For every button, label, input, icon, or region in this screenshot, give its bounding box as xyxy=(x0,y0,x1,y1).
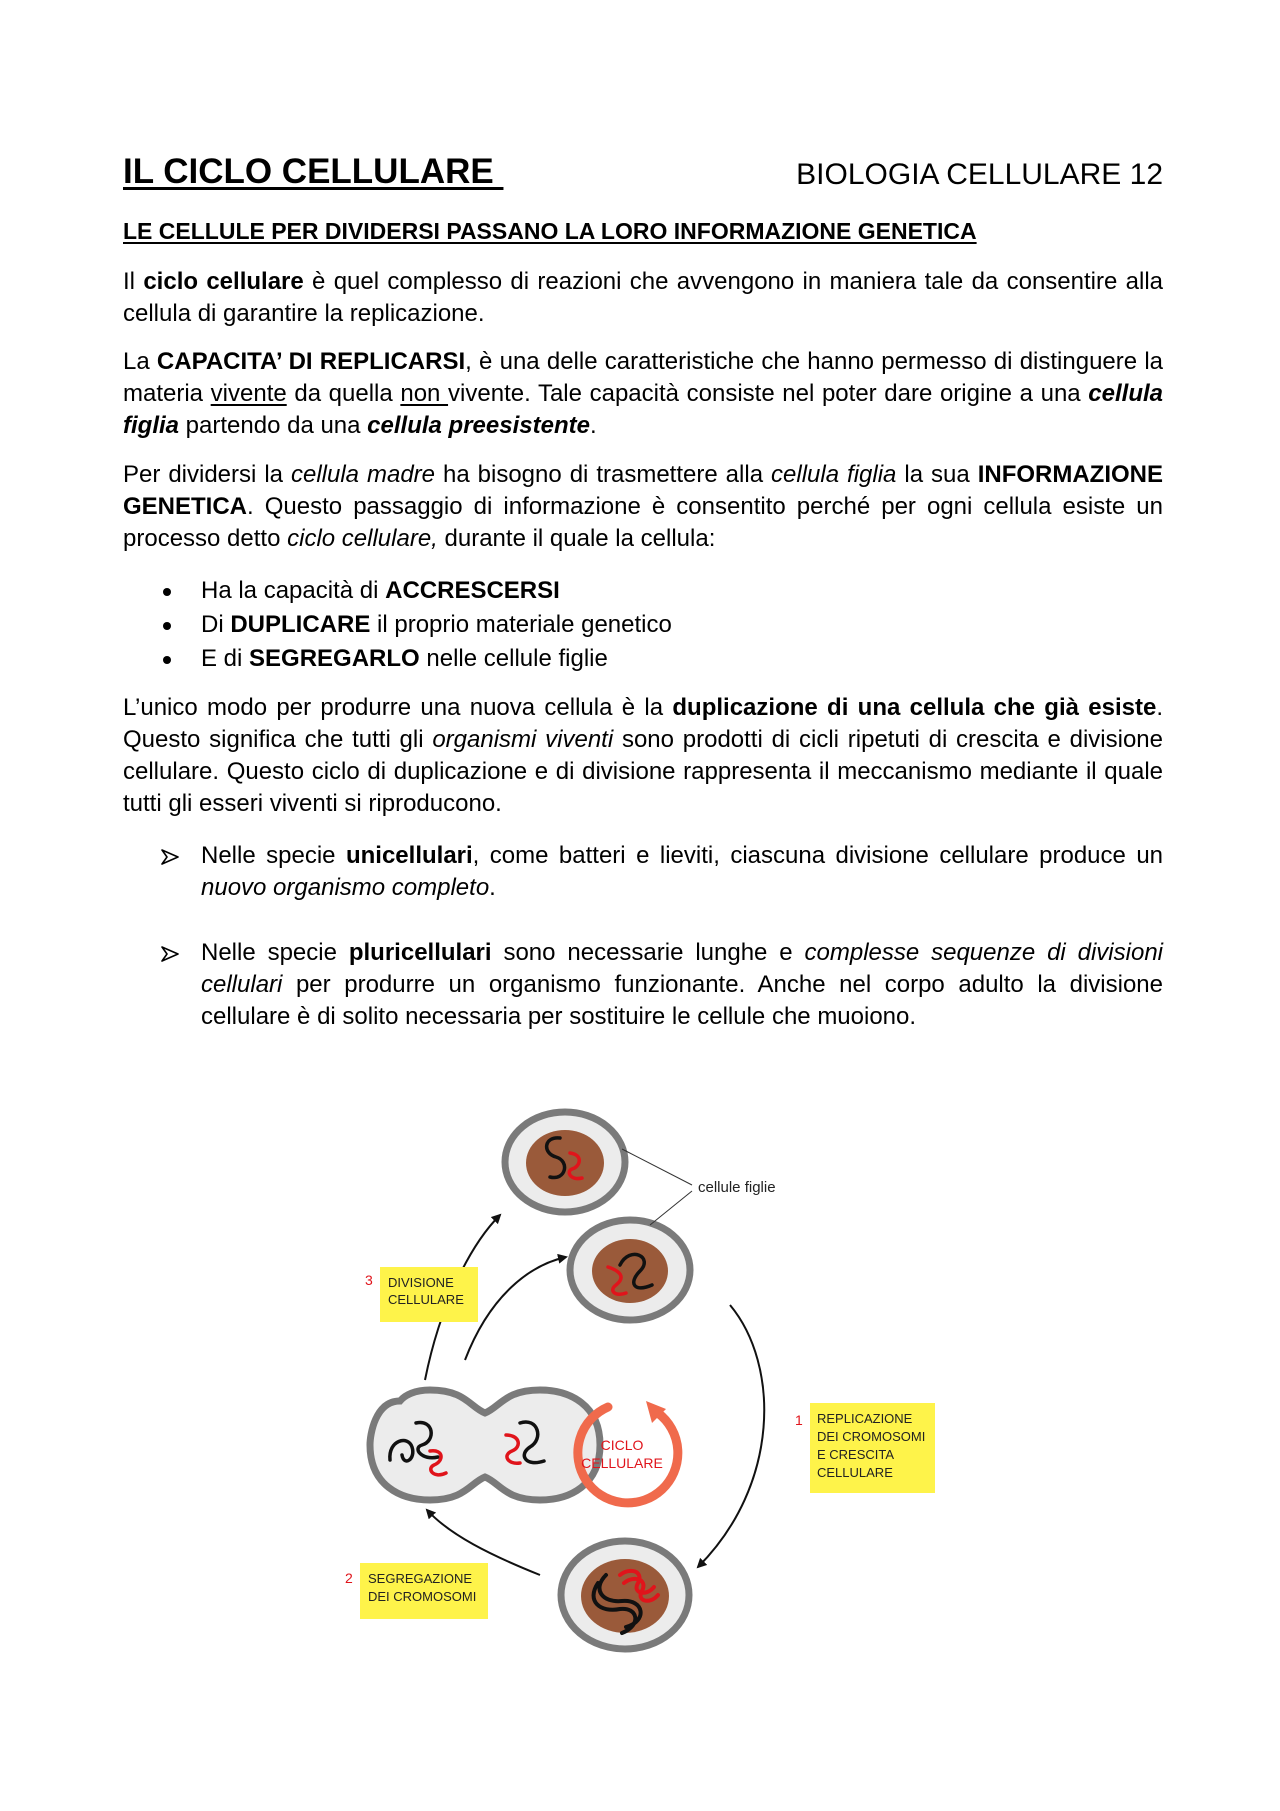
cell-cycle-diagram xyxy=(330,1105,970,1665)
text-run: . xyxy=(489,874,496,901)
text-run: E di xyxy=(201,645,250,672)
section-subtitle: LE CELLULE PER DIVIDERSI PASSANO LA LORO INFORMAZIONE GENETICA xyxy=(123,218,977,244)
arrowhead-bullet-icon xyxy=(161,946,179,962)
bold-term: ACCRESCERSI xyxy=(385,577,560,604)
arrow-item-multicellular xyxy=(201,937,1163,1033)
replicated-cell xyxy=(561,1541,689,1649)
text-run: , è una delle caratteristiche che hanno permesso di distinguere la materia xyxy=(123,348,1164,407)
bold-italic-term: cellula figlia xyxy=(123,380,1164,439)
leader-line xyxy=(622,1149,692,1185)
italic-term: complesse sequenze di divisioni cellulari xyxy=(201,939,1163,998)
text-run: . Questo passaggio di informazione è consentito perché per ogni cellula esiste un processo detto xyxy=(123,493,1163,552)
italic-term: cellula madre xyxy=(290,461,436,488)
italic-term: ciclo cellulare, xyxy=(287,525,438,552)
daughter-cells-label: cellule figlie xyxy=(698,1179,776,1196)
bold-italic-term: cellula preesistente xyxy=(367,412,590,439)
step-label-line: E CRESCITA xyxy=(817,1447,895,1462)
bold-term: CAPACITA’ DI REPLICARSI xyxy=(156,348,466,375)
bold-term: SEGREGARLO xyxy=(249,645,420,672)
text-run: Di xyxy=(201,611,231,638)
text-run: è quel complesso di reazioni che avvengono in maniera tale da consentire alla cellula di garantire la replicazione. xyxy=(123,268,1164,327)
bullet-list xyxy=(123,574,1163,676)
text-run: . xyxy=(589,412,597,439)
step-number: 1 xyxy=(795,1412,803,1428)
leader-line xyxy=(650,1191,692,1225)
text-run: per produrre un organismo funzionante. Anche nel corpo adulto la divisione cellulare è di solito necessaria per sostituire le cellule che muoiono. xyxy=(201,971,1163,1030)
cycle-label-line2: CELLULARE xyxy=(581,1455,663,1471)
text-run: la sua xyxy=(896,461,978,488)
page-header xyxy=(123,152,1163,198)
bold-term: ciclo cellulare xyxy=(143,268,304,295)
text-run: vivente. Tale capacità consiste nel poter dare origine a una xyxy=(448,380,1089,407)
bold-term: pluricellulari xyxy=(348,939,492,966)
cycle-arrow xyxy=(465,1257,566,1360)
daughter-cell-right xyxy=(570,1220,690,1320)
list-item xyxy=(123,574,1163,608)
text-run: partendo da una xyxy=(179,412,368,439)
paragraph-duplication xyxy=(123,692,1163,820)
underlined-term: non xyxy=(400,380,449,407)
daughter-cell-top xyxy=(505,1112,625,1212)
text-run: ha bisogno di trasmettere alla xyxy=(435,461,772,488)
text-run: Nelle specie xyxy=(201,939,349,966)
text-run: durante il quale la cellula: xyxy=(437,525,716,552)
dividing-cell xyxy=(370,1390,600,1500)
step-label-line: CELLULARE xyxy=(388,1292,464,1307)
cell-nucleus xyxy=(592,1239,668,1303)
italic-term: nuovo organismo completo xyxy=(201,874,490,901)
text-run: . Questo significa che tutti gli xyxy=(123,694,1164,753)
arrow-item-unicellular xyxy=(201,840,1163,904)
text-run: il proprio materiale genetico xyxy=(370,611,672,638)
text-run: L’unico modo per produrre una nuova cellula è la xyxy=(123,694,673,721)
text-run: nelle cellule figlie xyxy=(419,645,608,672)
bullet-icon xyxy=(163,656,171,664)
arrowhead-bullet-icon xyxy=(161,849,179,865)
step-label-line: SEGREGAZIONE xyxy=(368,1571,473,1586)
text-run: Per dividersi la xyxy=(123,461,291,488)
underlined-term: vivente xyxy=(210,380,287,407)
text-run: sono prodotti di cicli ripetuti di crescita e divisione cellulare. Questo ciclo di duplicazione e di divisione rappresenta il meccanismo mediante il quale tutti gli esseri viventi si riproducono. xyxy=(123,726,1163,817)
step-label-line: DEI CROMOSOMI xyxy=(817,1429,926,1444)
list-item xyxy=(123,608,1163,642)
bold-term: duplicazione di una cellula che già esiste xyxy=(672,694,1157,721)
course-label: BIOLOGIA CELLULARE 12 xyxy=(796,158,1163,191)
cycle-label-line1: CICLO xyxy=(600,1437,644,1453)
step-label-line: DIVISIONE xyxy=(388,1275,454,1290)
paragraph-replication xyxy=(123,346,1163,442)
text-run: sono necessarie lunghe e xyxy=(491,939,805,966)
step-number: 3 xyxy=(365,1272,373,1288)
bold-term: INFORMAZIONE GENETICA xyxy=(123,461,1164,520)
bold-term: unicellulari xyxy=(345,842,473,869)
step-label-line: REPLICAZIONE xyxy=(817,1411,913,1426)
cycle-arrow xyxy=(698,1305,764,1567)
step-label-line: DEI CROMOSOMI xyxy=(368,1589,477,1604)
text-run: da quella xyxy=(286,380,401,407)
bullet-icon xyxy=(163,622,171,630)
step-number: 2 xyxy=(345,1570,353,1586)
step-label-line: CELLULARE xyxy=(817,1465,893,1480)
bullet-icon xyxy=(163,588,171,596)
text-run: La xyxy=(123,348,157,375)
paragraph-intro xyxy=(123,266,1163,330)
text-run: Ha la capacità di xyxy=(201,577,386,604)
paragraph-genetic-info xyxy=(123,459,1163,555)
italic-term: cellula figlia xyxy=(771,461,897,488)
text-run: Nelle specie xyxy=(201,842,346,869)
document-title: IL CICLO CELLULARE xyxy=(123,152,504,191)
bold-term: DUPLICARE xyxy=(230,611,371,638)
text-run: , come batteri e lieviti, ciascuna divisione cellulare produce un xyxy=(472,842,1164,869)
list-item xyxy=(123,642,1163,676)
text-run: Il xyxy=(123,268,144,295)
cell-membrane xyxy=(370,1390,600,1500)
italic-term: organismi viventi xyxy=(432,726,614,753)
